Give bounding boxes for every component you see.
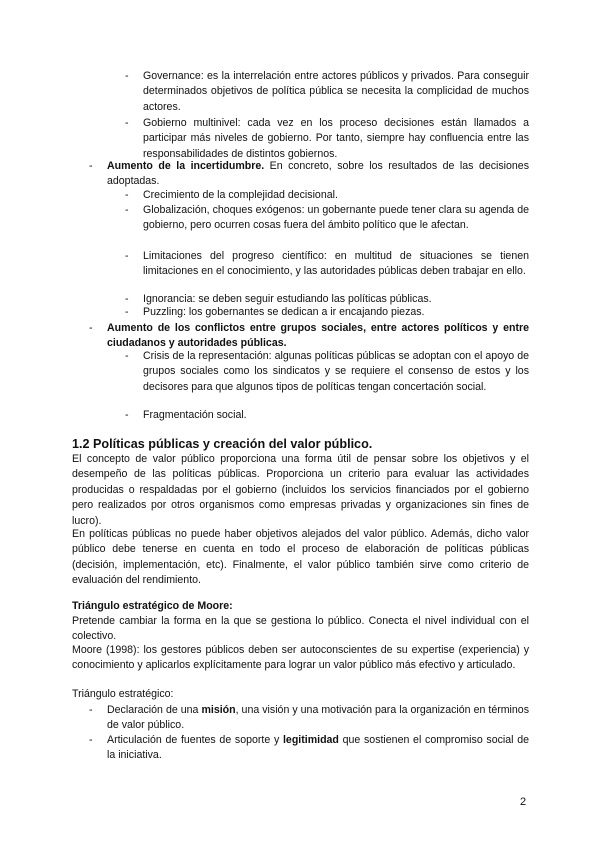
list-item-complejidad: Crecimiento de la complejidad decisional. <box>143 189 338 201</box>
list-item-governance: Governance: es la interrelación entre actores públicos y privados. Para conseguir determinados objetivos de política pública se necesita la complicidad de muchos actores. <box>143 70 529 113</box>
list-item-crisis-representacion: Crisis de la representación: algunas políticas públicas se adoptan con el apoyo de grupos sociales como los sindicatos y se requiere el consenso de estos y los decisores para que algunos tipos de políticas tengan concertación social. <box>143 350 529 393</box>
bullet-dash: - <box>89 160 93 172</box>
legitimidad-post: que sostienen el compromiso social de la iniciativa. <box>107 734 529 762</box>
paragraph-moore-1998: Moore (1998): los gestores públicos deben ser autoconscientes de su expertise (experiencia) y conocimiento y aplicarlos explícitamente para lograr un valor público más efectivo y articulado. <box>72 644 529 672</box>
mision-bold: misión <box>201 704 236 716</box>
list-item-puzzling: Puzzling: los gobernantes se dedican a ir encajando piezas. <box>143 306 425 318</box>
bullet-dash: - <box>89 704 93 716</box>
incertidumbre-title: Aumento de la incertidumbre. <box>107 160 265 172</box>
bullet-dash: - <box>89 734 93 746</box>
bullet-dash: - <box>125 204 129 216</box>
list-item-limitaciones: Limitaciones del progreso científico: en multitud de situaciones se tienen limitaciones en el conocimiento, y las autoridades públicas deben trabajar en ello. <box>143 250 529 278</box>
list-item-conflictos <box>107 321 529 352</box>
incertidumbre-text: En concreto, sobre los resultados de las decisiones adoptadas. <box>107 160 529 188</box>
bullet-dash: - <box>125 306 129 318</box>
list-item-legitimidad <box>107 733 529 764</box>
paragraph-valor-publico: El concepto de valor público proporciona una forma útil de pensar sobre los objetivos y el desempeño de las políticas públicas. Proporciona un criterio para evaluar las actividades producidas o respaldadas por el gobierno (incluidos los servicios financiados por el gobierno pero realizados por otros organismos como empresas privadas y organizaciones sin fines de lucro). <box>72 453 529 527</box>
bullet-dash: - <box>125 117 129 129</box>
conflictos-title: Aumento de los conflictos entre grupos sociales, entre actores políticos y entre ciudadanos y autoridades públicas. <box>107 322 529 350</box>
paragraph-moore-intro: Pretende cambiar la forma en la que se gestiona lo público. Conecta el nivel individual con el colectivo. <box>72 615 529 643</box>
bullet-dash: - <box>125 293 129 305</box>
bullet-dash: - <box>125 409 129 421</box>
moore-title <box>72 599 529 614</box>
paragraph-triangulo: Triángulo estratégico: <box>72 688 174 700</box>
bullet-dash: - <box>125 350 129 362</box>
paragraph-politicas-publicas: En políticas públicas no puede haber objetivos alejados del valor público. Además, dicho valor público debe tenerse en cuenta en todo el proceso de elaboración de políticas públicas (decisión, implementación, etc). Finalmente, el valor público también sirve como criterio de evaluación del rendimiento. <box>72 528 529 587</box>
list-item-incertidumbre <box>107 159 529 190</box>
legitimidad-pre: Articulación de fuentes de soporte y <box>107 734 283 746</box>
page-number: 2 <box>520 796 527 808</box>
list-item-ignorancia: Ignorancia: se deben seguir estudiando las políticas públicas. <box>143 293 432 305</box>
mision-pre: Declaración de una <box>107 704 202 716</box>
moore-title-text: Triángulo estratégico de Moore: <box>72 600 233 612</box>
bullet-dash: - <box>125 70 129 82</box>
section-heading: 1.2 Políticas públicas y creación del valor público. <box>72 437 373 451</box>
list-item-fragmentacion: Fragmentación social. <box>143 409 247 421</box>
bullet-dash: - <box>89 322 93 334</box>
list-item-gobierno-multinivel: Gobierno multinivel: cada vez en los proceso decisiones están llamados a participar más niveles de gobierno. Por tanto, siempre hay confluencia entre las responsabilidades de distintos gobiernos. <box>143 117 529 160</box>
bullet-dash: - <box>125 250 129 262</box>
list-item-mision <box>107 703 529 734</box>
legitimidad-bold: legitimidad <box>282 734 339 746</box>
list-item-globalizacion: Globalización, choques exógenos: un gobernante puede tener clara su agenda de gobierno, pero ocurren cosas fuera del ámbito político que le afectan. <box>143 204 529 232</box>
mision-post: , una visión y una motivación para la organización en términos de valor público. <box>107 704 529 732</box>
bullet-dash: - <box>125 189 129 201</box>
